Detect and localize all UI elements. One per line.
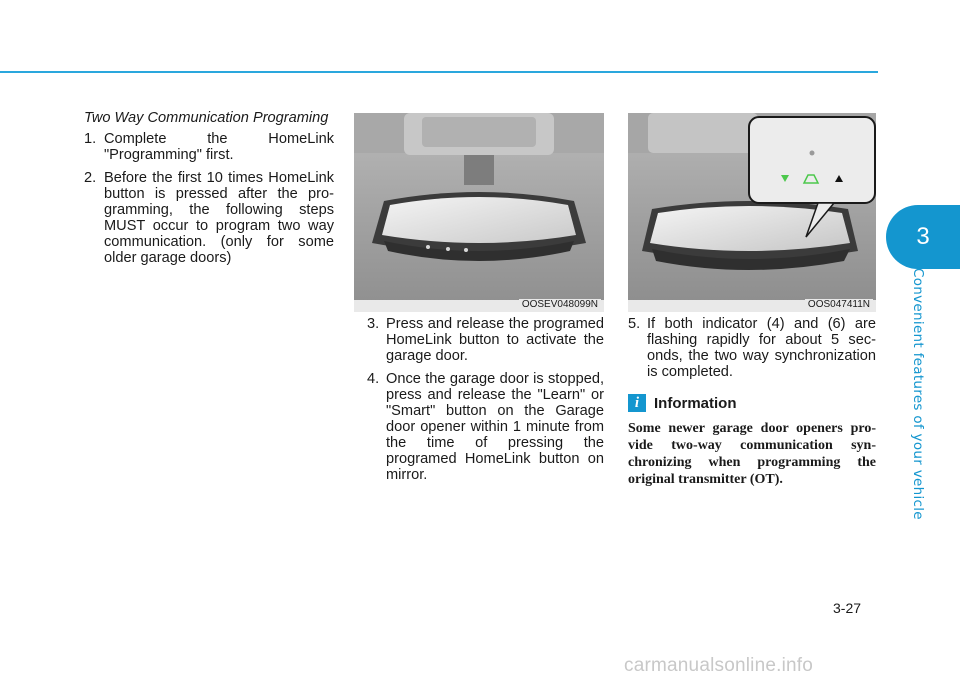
step-item — [84, 131, 334, 163]
step-number: 5. — [628, 316, 641, 332]
step-text: Press and release the programed HomeLink button to activate the garage door. — [386, 316, 604, 364]
information-body: Some newer garage door openers pro-vide two-way communication syn-chronizing when programming the original transmitter (OT). — [628, 421, 876, 487]
step-text: Complete the HomeLink "Programming" first. — [104, 131, 334, 163]
step-text: If both indicator (4) and (6) are flashing rapidly for about 5 sec-onds, the two way synchronization is completed. — [647, 316, 876, 380]
figure-mirror-indicators — [628, 113, 876, 312]
header-rule — [0, 71, 878, 73]
section-heading: Two Way Communication Programing — [84, 110, 329, 126]
chapter-title: Convenient features of your vehicle — [910, 268, 926, 520]
mirror-illustration — [628, 113, 876, 312]
step-item — [628, 316, 876, 380]
column-2 — [367, 316, 604, 490]
step-number: 4. — [367, 371, 380, 387]
watermark: carmanualsonline.info — [624, 655, 814, 676]
step-item — [367, 371, 604, 483]
information-title: Information — [654, 394, 737, 412]
step-number: 3. — [367, 316, 380, 332]
figure-code: OOS047411N — [805, 299, 873, 310]
step-number: 2. — [84, 170, 97, 186]
step-item — [367, 316, 604, 364]
figure-code: OOSEV048099N — [519, 299, 601, 310]
figure-rearview-mirror-buttons — [354, 113, 604, 312]
step-number: 1. — [84, 131, 97, 147]
info-icon: i — [628, 394, 646, 412]
mirror-illustration — [354, 113, 604, 312]
step-item — [84, 170, 334, 266]
step-text: Once the garage door is stopped, press and release the "Learn" or "Smart" button on the Garage door opener within 1 minute from the time of pressing the programed HomeLink button on mirror. — [386, 371, 604, 483]
chapter-number: 3 — [916, 223, 930, 250]
page-number: 3-27 — [833, 600, 862, 616]
column-1 — [84, 110, 334, 273]
column-3 — [628, 316, 876, 488]
information-header — [628, 394, 876, 412]
step-text: Before the first 10 times HomeLink button is pressed after the pro-gramming, the following steps MUST occur to program two way communication. (only for some older garage doors) — [104, 170, 334, 266]
